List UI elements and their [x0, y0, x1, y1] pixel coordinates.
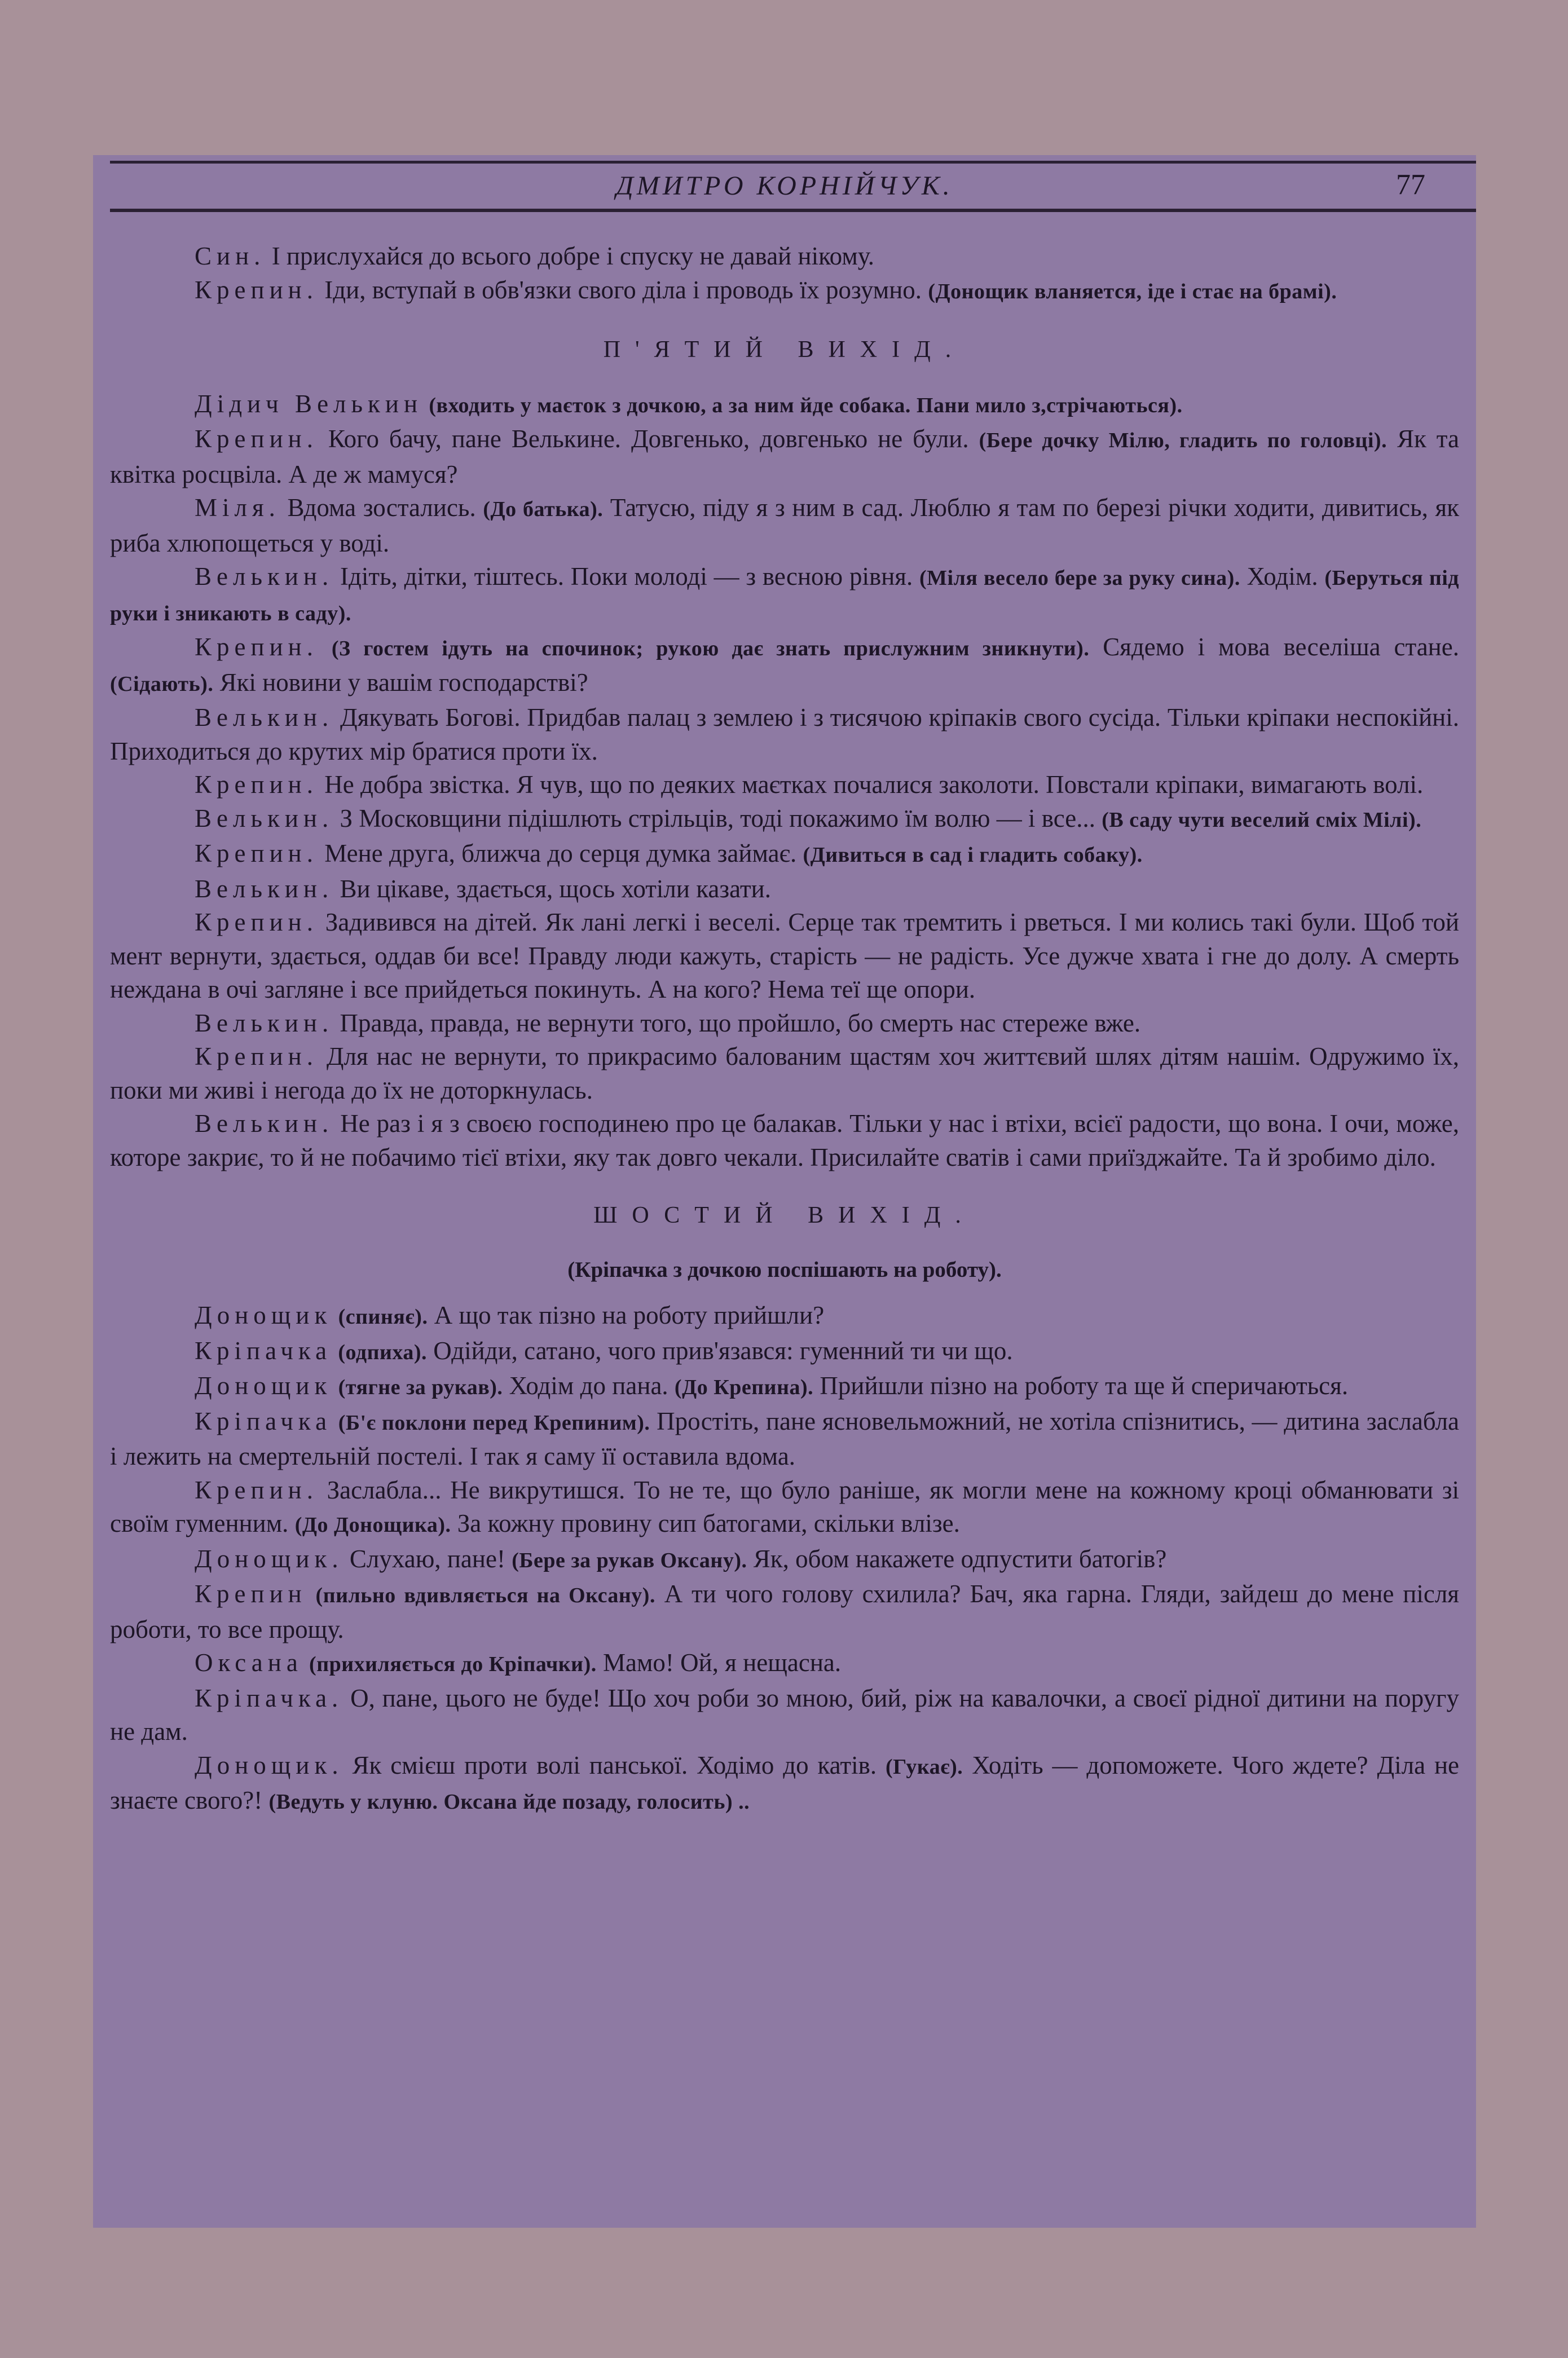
- dialogue-text: Як смієш проти волі панської. Ходімо до катів.: [352, 1751, 877, 1779]
- speaker-name: Донощик.: [195, 1544, 343, 1573]
- paragraph: [110, 240, 1459, 274]
- dialogue-text: Для нас не вернути, то прикрасимо балованим щастям хоч життєвий шлях дітям нашім. Одружимо їх, поки ми живі і негода до їх не доторкнулась.: [110, 1042, 1460, 1104]
- section-heading: П'ЯТИЙ ВИХІД.: [603, 337, 966, 363]
- paragraph: [110, 1577, 1459, 1646]
- stage-direction: (В саду чути веселий сміх Мілі).: [1102, 808, 1422, 832]
- stage-direction: (Міля весело бере за руку сина).: [919, 566, 1240, 590]
- dialogue-text: І прислухайся до всього добре і спуску не давай нікому.: [271, 242, 875, 270]
- stage-direction: (Бере дочку Мілю, гладить по головці).: [979, 429, 1388, 452]
- speaker-name: Кріпачка: [195, 1407, 332, 1435]
- speaker-name: Донощик.: [195, 1751, 343, 1779]
- speaker-name: Велькин.: [195, 874, 334, 903]
- paragraph: [110, 491, 1459, 560]
- dialogue-text: Простіть, пане ясновельможний, не хотіла спізнитись, — дитина заслабла і лежить на смертельній постелі. І так я саму її оставила вдома.: [110, 1407, 1460, 1470]
- paragraph: [110, 422, 1459, 491]
- speaker-name: Велькин.: [195, 1109, 334, 1138]
- stage-direction: (Гукає).: [886, 1755, 963, 1779]
- dialogue-text: Ви цікаве, здається, щось хотіли казати.: [340, 874, 771, 903]
- dialogue-text: Ходім до пана.: [509, 1372, 668, 1400]
- dialogue-text: Як, обом накажете одпустити батогів?: [753, 1544, 1167, 1573]
- stage-direction: (прихиляється до Кріпачки).: [309, 1652, 597, 1676]
- speaker-name: Кріпачка.: [195, 1683, 343, 1712]
- dialogue-text: Одійди, сатано, чого прив'язався: гуменний ти чи що.: [433, 1336, 1013, 1365]
- paragraph: [110, 560, 1459, 631]
- dialogue-text: Прийшли пізно на роботу та ще й сперичаються.: [820, 1372, 1349, 1400]
- speaker-name: Крепин.: [195, 908, 318, 936]
- book-page: [93, 155, 1476, 2228]
- speaker-name: Крепин.: [195, 839, 318, 867]
- stage-direction: (З гостем ідуть на спочинок; рукою дає знать прислужним зникнути).: [331, 637, 1090, 660]
- running-head: [110, 164, 1459, 206]
- dialogue-text: Мамо! Ой, я нещасна.: [602, 1649, 842, 1677]
- dialogue-text: З Московщини підішлють стрільців, тоді покажимо їм волю — і все...: [340, 804, 1095, 832]
- page-body: [110, 240, 1459, 1819]
- speaker-name: Крепин.: [195, 425, 318, 453]
- dialogue-text: Татусю, піду я з ним в сад. Люблю я там по березі річки ходити, дивитись, як риба хлюпощеться у воді.: [110, 493, 1460, 557]
- paragraph: [110, 631, 1459, 701]
- dialogue-text: Слухаю, пане!: [349, 1544, 505, 1573]
- dialogue-text: Задивився на дітей. Як лані легкі і веселі. Серце так тремтить і рветься. І ми колись такі були. Щоб той мент вернути, здається, оддав би все! Правду люди кажуть, старість — не радість. Усе дужче хвата і гне до долу. А смерть неждана в очі загляне і все прийдеться покинуть. А на кого? Нема теї ще опори.: [110, 908, 1459, 1003]
- section-subheading: (Кріпачка з дочкою поспішають на роботу).: [567, 1257, 1002, 1282]
- stage-direction: (До Крепина).: [674, 1376, 814, 1399]
- paragraph: [110, 701, 1459, 768]
- dialogue-text: Як та квітка росцвіла. А де ж мамуся?: [110, 425, 1459, 488]
- speaker-name: Крепин.: [195, 633, 318, 661]
- dialogue-text: Мене друга, ближча до серця думка займає.: [324, 839, 797, 867]
- paragraph: [110, 1646, 1459, 1682]
- speaker-name: Син.: [195, 242, 266, 270]
- speaker-name: Донощик: [195, 1301, 332, 1329]
- stage-direction: (входить у маєток з дочкою, а за ним йде собака. Пани мило з,стрічаються).: [429, 393, 1183, 417]
- paragraph: [110, 1334, 1459, 1370]
- stage-direction: (До батька).: [483, 497, 604, 521]
- speaker-name: Велькин.: [195, 703, 334, 731]
- stage-direction: (тягне за рукав).: [338, 1376, 503, 1399]
- dialogue-text: А ти чого голову схилила? Бач, яка гарна. Гляди, зайдеш до мене після роботи, то все прощу.: [110, 1580, 1460, 1643]
- speaker-name: Крепин.: [195, 1475, 318, 1504]
- paragraph: [110, 872, 1459, 906]
- paragraph: [110, 1107, 1459, 1174]
- dialogue-text: Вдома зостались.: [287, 493, 476, 522]
- speaker-name: Міля.: [195, 493, 280, 522]
- stage-direction: (Ведуть у клуню. Оксана йде позаду, голосить) ..: [268, 1790, 750, 1814]
- dialogue-text: Заслабла... Не викрутишся. То не те, що було раніше, як могли мене на кожному кроці обманювати зі своїм гуменним.: [110, 1475, 1459, 1537]
- paragraph: [110, 1749, 1459, 1819]
- dialogue-text: За кожну провину сип батогами, скільки влізе.: [457, 1509, 960, 1537]
- paragraph: [110, 1007, 1459, 1041]
- dialogue-text: Правда, правда, не вернути того, що пройшло, бо смерть нас стереже вже.: [340, 1008, 1141, 1037]
- speaker-name: Дідич Велькин: [195, 389, 423, 418]
- paragraph: [110, 906, 1459, 1007]
- paragraph: [110, 1040, 1459, 1107]
- dialogue-text: Іди, вступай в обв'язки свого діла і проводь їх розумно.: [324, 275, 922, 304]
- paragraph: [110, 387, 1459, 423]
- speaker-name: Велькин.: [195, 804, 334, 832]
- paragraph: [110, 274, 1459, 309]
- stage-direction: (спиняє).: [338, 1305, 428, 1329]
- dialogue-text: Які новини у вашім господарстві?: [219, 668, 588, 697]
- running-title: ДМИТРО КОРНІЙЧУК.: [616, 171, 953, 201]
- speaker-name: Донощик: [195, 1372, 332, 1400]
- dialogue-text: Не добра звістка. Я чув, що по деяких маєтках почалися заколоти. Повстали кріпаки, вимагають волі.: [324, 770, 1424, 799]
- paragraph: [110, 768, 1459, 802]
- speaker-name: Крепин.: [195, 770, 318, 799]
- stage-direction: (одпиха).: [338, 1340, 428, 1364]
- dialogue-text: Ходім.: [1247, 562, 1318, 590]
- dialogue-text: Не раз і я з своєю господинею про це балакав. Тільки у нас і втіхи, всієї радости, що вона. І очи, може, которе закриє, то й не побачимо тієї втіхи, яку так довго чекали. Присилайте сватів і сами приїзджайте. Та й зробимо діло.: [110, 1109, 1459, 1171]
- paragraph: [110, 1299, 1459, 1334]
- stage-direction: (Донощик вланяется, іде і стає на брамі).: [928, 279, 1337, 303]
- paragraph: [110, 837, 1459, 872]
- speaker-name: Оксана: [195, 1649, 303, 1677]
- paragraph: [110, 802, 1459, 838]
- dialogue-text: А що так пізно на роботу прийшли?: [434, 1301, 825, 1329]
- header-rule-bottom: [110, 209, 1476, 212]
- dialogue-text: Ходіть — допоможете. Чого ждете? Діла не знаєте свого?!: [110, 1751, 1460, 1814]
- paragraph: [110, 1682, 1459, 1749]
- stage-direction: (Б'є поклони перед Крепиним).: [338, 1411, 650, 1435]
- stage-direction: (До Донощика).: [294, 1513, 451, 1537]
- dialogue-text: О, пане, цього не буде! Що хоч роби зо мною, бий, ріж на кавалочки, а своєї рідної дитини на поругу не дам.: [110, 1683, 1460, 1746]
- dialogue-text: Сядемо і мова веселіша стане.: [1103, 633, 1459, 661]
- stage-direction: (Беруться під руки і зникають в саду).: [110, 566, 1460, 625]
- speaker-name: Кріпачка: [195, 1336, 332, 1365]
- speaker-name: Велькин.: [195, 562, 334, 590]
- paragraph: [110, 1369, 1459, 1405]
- speaker-name: Велькин.: [195, 1008, 334, 1037]
- stage-direction: (Бере за рукав Оксану).: [512, 1548, 747, 1572]
- speaker-name: Крепин: [195, 1580, 307, 1608]
- paragraph: [110, 1474, 1459, 1542]
- stage-direction: (Дивиться в сад і гладить собаку).: [803, 843, 1143, 867]
- page-number: 77: [1396, 169, 1425, 201]
- stage-direction: (пильно вдивляється на Оксану).: [315, 1584, 655, 1607]
- dialogue-text: Дякувать Богові. Придбав палац з землею і з тисячою кріпаків свого сусіда. Тільки кріпаки неспокійні. Приходиться до крутих мір братися проти їх.: [110, 703, 1460, 765]
- section-heading: ШОСТИЙ ВИХІД.: [593, 1202, 976, 1228]
- paragraph: [110, 1542, 1459, 1578]
- paragraph: [110, 1405, 1459, 1474]
- stage-direction: (Сідають).: [110, 672, 214, 696]
- speaker-name: Крепин.: [195, 275, 318, 304]
- dialogue-text: Кого бачу, пане Велькине. Довгенько, довгенько не були.: [328, 425, 969, 453]
- dialogue-text: Ідіть, дітки, тіштесь. Поки молоді — з весною рівня.: [340, 562, 913, 590]
- speaker-name: Крепин.: [195, 1042, 318, 1070]
